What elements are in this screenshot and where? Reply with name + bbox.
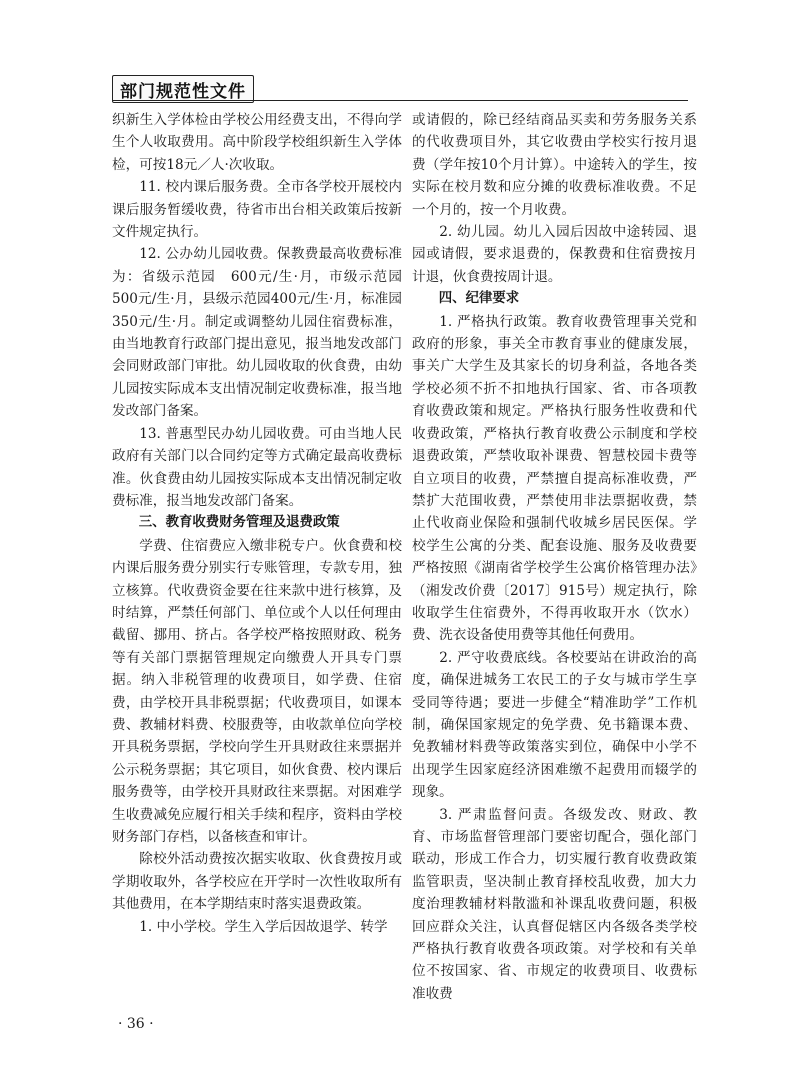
paragraph: 13. 普惠型民办幼儿园收费。可由当地人民政府有关部门以合同约定等方式确定最高收费标准。伙食费由幼儿园按实际成本支出情况制定收费标准，报当地发改部门备案。 (112, 425, 402, 509)
header-rule (112, 100, 688, 101)
section-header-box (112, 75, 254, 103)
paragraph: 11. 校内课后服务费。全市各学校开展校内课后服务暂缓收费，待省市出台相关政策后按新文件规定执行。 (112, 179, 402, 241)
paragraph-continuation: 织新生入学体检由学校公用经费支出，不得向学生个人收取费用。高中阶段学校组织新生入学体检，可按18元／人·次收取。 (112, 112, 402, 173)
paragraph: 学费、住宿费应入缴非税专户。伙食费和校内课后服务费分别实行专账管理，专款专用，独立核算。代收费资金要在往来款中进行核算，及时结算，严禁任何部门、单位或个人以任何理由截留、挪用、挤占。各学校严格按照财政、税务等有关部门票据管理规定向缴费人开具专门票据。纳入非税管理的收费项目，如学费、住宿费，由学校开具非税票据；代收费项目，如课本费、教辅材料费、校服费等，由收款单位向学校开具税务票据，学校向学生开具财政往来票据并公示税务票据；其它项目，如伙食费、校内课后服务费等，由学校开具财政往来票据。对困难学生收费减免应履行相关手续和程序，资料由学校财务部门存档，以备核查和审计。 (112, 537, 402, 845)
section-heading: 三、教育收费财务管理及退费政策 (138, 515, 340, 531)
right-text-column (412, 109, 697, 1005)
section-header-title: 部门规范性文件 (120, 81, 246, 102)
paragraph: 2. 幼儿园。幼儿入园后因故中途转园、退园或请假，要求退费的，保教费和住宿费按月计退，伙食费按周计退。 (412, 224, 697, 285)
paragraph: 2. 严守收费底线。各校要站在讲政治的高度，确保进城务工农民工的子女与城市学生享受同等待遇；要进一步健全“精准助学”工作机制，确保国家规定的免学费、免书籍课本费、免教辅材料费等政策落实到位，确保中小学不出现学生因家庭经济困难缴不起费用而辍学的现象。 (412, 649, 697, 801)
paragraph: 1. 中小学校。学生入学后因故退学、转学 (139, 918, 388, 935)
left-text-column (112, 109, 402, 938)
paragraph: 12. 公办幼儿园收费。保教费最高收费标准为：省级示范园 600元/生·月，市级示范园500元/生·月，县级示范园400元/生·月，标准园350元/生·月。制定或调整幼儿园住宿费标准，由当地教育行政部门提出意见，报当地发改部门会同财政部门审批。幼儿园收取的伙食费，由幼儿园按实际成本支出情况制定收费标准，报当地发改部门备案。 (112, 246, 402, 420)
paragraph: 3. 严肃监督问责。各级发改、财政、教育、市场监督管理部门要密切配合，强化部门联动，形成工作合力，切实履行教育收费政策监管职责，坚决制止教育择校乱收费，加大力度治理教辅材料散滥和补课乱收费问题，积极回应群众关注，认真督促辖区内各级各类学校严格执行教育收费各项政策。对学校和有关单位不按国家、省、市规定的收费项目、收费标准收费 (412, 806, 697, 1002)
paragraph: 1. 严格执行政策。教育收费管理事关党和政府的形象，事关全市教育事业的健康发展，事关广大学生及其家长的切身利益，各地各类学校必须不折不扣地执行国家、省、市各项教育收费政策和规定。严格执行服务性收费和代收费政策，严格执行教育收费公示制度和学校退费政策，严禁收取补课费、智慧校园卡费等自立项目的收费，严禁擅自提高标准收费，严禁扩大范围收费，严禁使用非法票据收费，禁止代收商业保险和强制代收城乡居民医保。学校学生公寓的分类、配套设施、服务及收费要严格按照《湖南省学校学生公寓价格管理办法》（湘发改价费〔2017〕915号）规定执行，除收取学生住宿费外，不得再收取开水（饮水）费、洗衣设备使用费等其他任何费用。 (412, 313, 697, 644)
paragraph-continuation: 或请假的，除已经结商品买卖和劳务服务关系的代收费项目外，其它收费由学校实行按月退费（学年按10个月计算）。中途转入的学生，按实际在校月数和应分摊的收费标准收费。不足一个月的，按一个月收费。 (412, 112, 697, 218)
page-number: · 36 · (118, 1016, 154, 1032)
section-heading: 四、纪律要求 (438, 291, 520, 307)
paragraph: 除校外活动费按次据实收取、伙食费按月或学期收取外，各学校应在开学时一次性收取所有其他费用，在本学期结束时落实退费政策。 (112, 851, 402, 913)
